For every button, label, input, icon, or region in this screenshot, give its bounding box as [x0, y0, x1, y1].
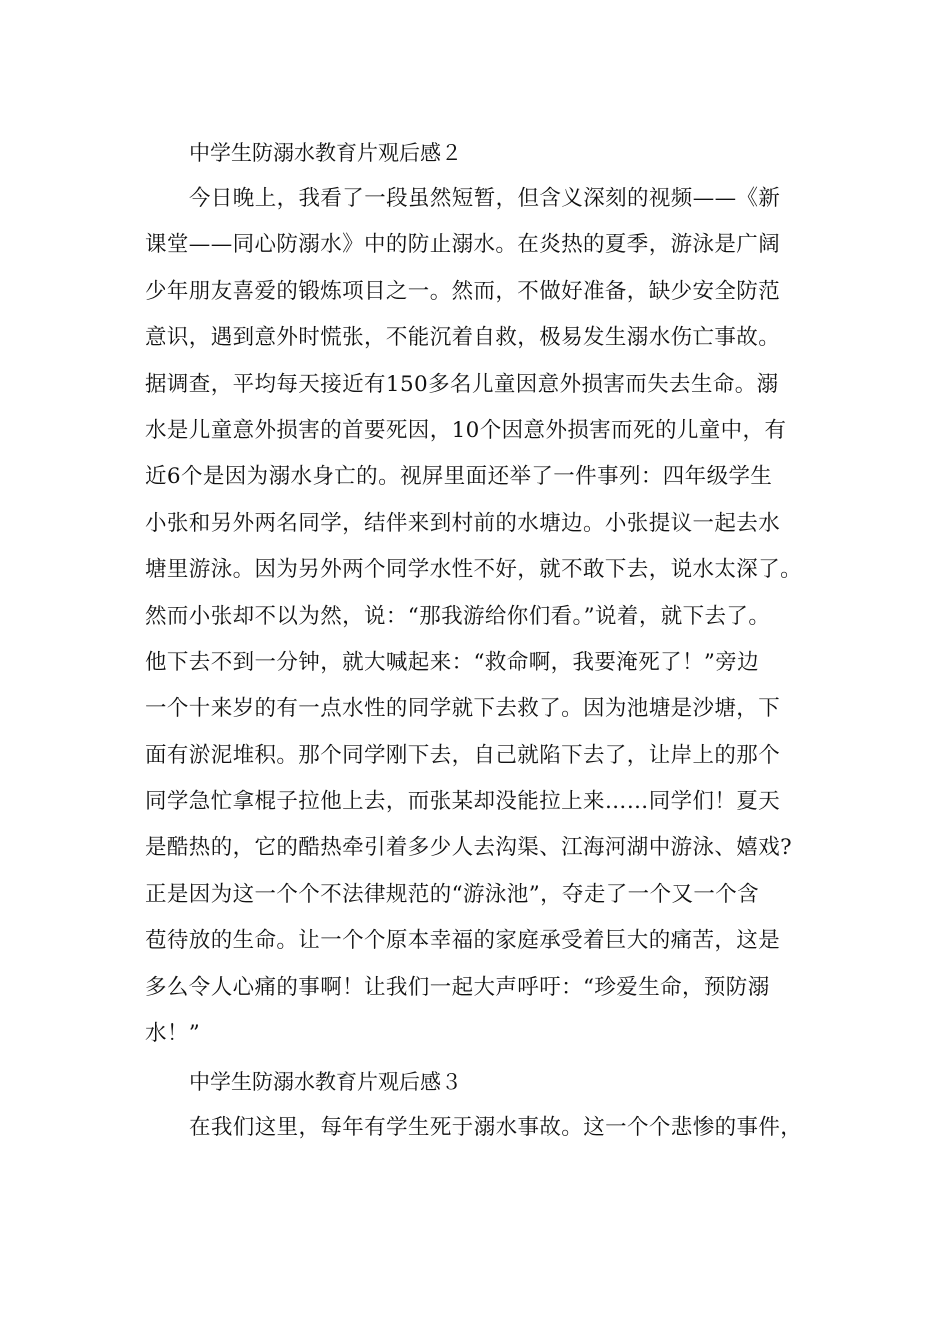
paragraph-line: 同学急忙拿棍子拉他上去，而张某却没能拉上来……同学们！夏天	[145, 789, 781, 815]
section-3-paragraph	[145, 1105, 825, 1151]
paragraph-line: 少年朋友喜爱的锻炼项目之一。然而，不做好准备，缺少安全防范	[145, 278, 781, 304]
paragraph-line: 意识，遇到意外时慌张，不能沉着自救，极易发生溺水伤亡事故。	[145, 325, 781, 351]
paragraph-line: 他下去不到一分钟，就大喊起来：“救命啊，我要淹死了！”旁边	[145, 649, 760, 675]
paragraph-line: 在我们这里，每年有学生死于溺水事故。这一个个悲惨的事件，	[189, 1115, 803, 1141]
section-3-title: 中学生防溺水教育片观后感３	[189, 1070, 462, 1095]
paragraph-line: 课堂——同心防溺水》中的防止溺水。在炎热的夏季，游泳是广阔	[145, 232, 781, 258]
paragraph-line: 近6个是因为溺水身亡的。视屏里面还举了一件事列：四年级学生	[145, 464, 773, 490]
paragraph-line: 然而小张却不以为然，说：“那我游给你们看。”说着，就下去了。	[145, 603, 771, 629]
paragraph-line: 今日晚上，我看了一段虽然短暂，但含义深刻的视频——《新	[189, 186, 781, 211]
paragraph-line: 苞待放的生命。让一个个原本幸福的家庭承受着巨大的痛苦，这是	[145, 928, 781, 954]
paragraph-line: 一个十来岁的有一点水性的同学就下去救了。因为池塘是沙塘，下	[145, 696, 781, 722]
paragraph-line: 水是儿童意外损害的首要死因，10个因意外损害而死的儿童中，有	[145, 417, 787, 443]
paragraph-line: 塘里游泳。因为另外两个同学水性不好，就不敢下去，说水太深了。	[145, 557, 803, 583]
document-body	[145, 130, 825, 1152]
paragraph-line: 据调查，平均每天接近有150多名儿童因意外损害而失去生命。溺	[145, 371, 779, 397]
section-2-paragraph	[145, 176, 825, 1057]
paragraph-line: 是酷热的，它的酷热牵引着多少人去沟渠、江海河湖中游泳、嬉戏?	[145, 835, 793, 861]
paragraph-line: 多么令人心痛的事啊！让我们一起大声呼吁：“珍爱生命，预防溺	[145, 974, 770, 1000]
section-2-title: 中学生防溺水教育片观后感２	[189, 141, 462, 165]
paragraph-line: 正是因为这一个个不法律规范的“游泳池”，夺走了一个又一个含	[145, 881, 760, 907]
paragraph-line: 小张和另外两名同学，结伴来到村前的水塘边。小张提议一起去水	[145, 510, 781, 536]
paragraph-line: 面有淤泥堆积。那个同学刚下去，自己就陷下去了，让岸上的那个	[145, 742, 781, 768]
paragraph-line: 水！”	[145, 1021, 201, 1047]
